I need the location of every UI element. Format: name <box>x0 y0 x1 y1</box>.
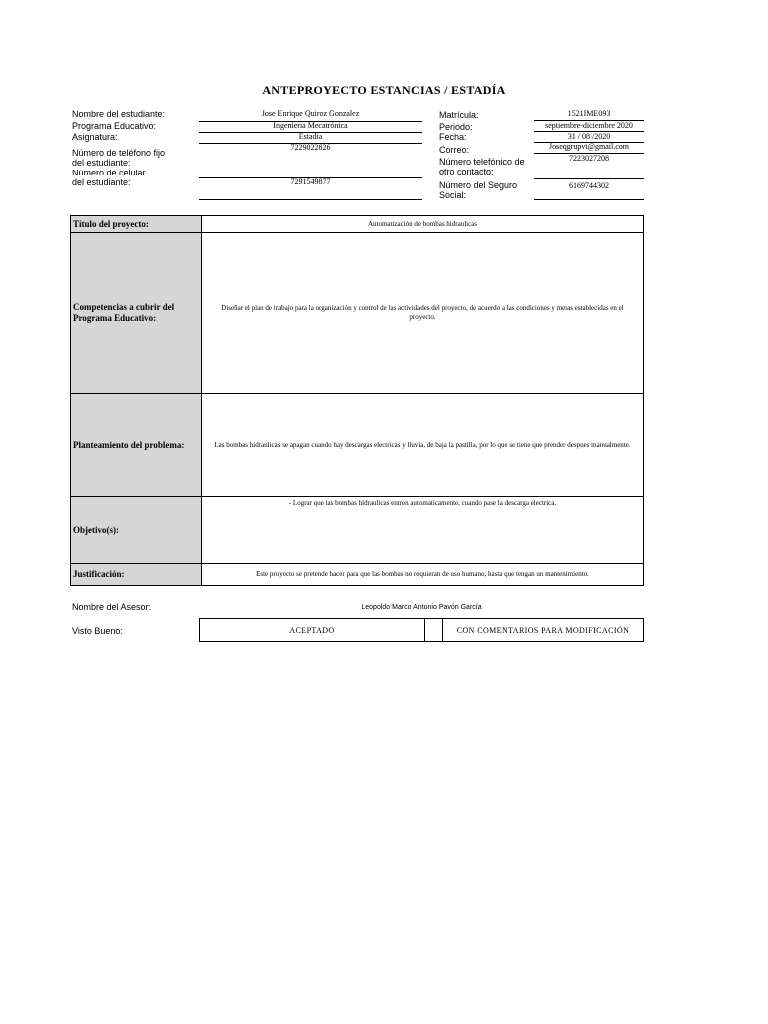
visto-bueno-label: Visto Bueno: <box>72 626 123 636</box>
justification-value: Este proyecto se pretende hacer para que las bombas no requieran de uso humano, hasta que tengan un mantenimiento. <box>202 564 644 586</box>
underline <box>534 199 644 200</box>
justification-label: Justificación: <box>71 564 202 586</box>
competencias-value: Diseñar el plan de trabajo para la organización y control de las actividades del proyecto, de acuerdo a las condiciones y metas establecidas en el proyecto. <box>202 233 644 394</box>
justification-row <box>71 564 644 586</box>
competencias-label: Competencias a cubrir del Programa Educativo: <box>71 233 202 394</box>
problem-row <box>71 394 644 497</box>
underline <box>199 199 422 200</box>
date-value: 31 / 08 /2020 <box>567 132 611 141</box>
nss-label-line2: Social: <box>439 190 467 200</box>
nss-label <box>439 180 517 200</box>
problem-value: Las bombas hidraulicas se apagan cuando hay descargas electricas y lluvia, de baja la pastilla, por lo que se tiene que prender despues manualmente. <box>202 394 644 497</box>
email-label: Correo: <box>439 145 470 155</box>
accepted-option[interactable]: ACEPTADO <box>200 619 425 642</box>
period-value: septiembre-diciembre 2020 <box>545 121 633 130</box>
objective-row <box>71 497 644 564</box>
nss-value: 6169744302 <box>569 181 609 190</box>
phone-label-line2: del estudiante: <box>72 158 131 168</box>
subject-label: Asignatura: <box>72 132 118 142</box>
project-title-label: Título del proyecto: <box>71 216 202 233</box>
other-phone-value: 7223027208 <box>569 154 609 163</box>
other-phone-label-line1: Número telefónico de <box>439 157 525 167</box>
nss-label-line1: Número del Seguro <box>439 180 518 190</box>
cell-value: 7291549877 <box>290 177 331 186</box>
other-phone-label-line2: otro contacto: <box>439 167 494 177</box>
cell-label-line2: del estudiante: <box>72 177 131 187</box>
email-value: Joseqgrupvt@gmail.com <box>548 142 630 151</box>
student-name-value: Jose Enrique Quiroz Gonzalez <box>261 109 360 118</box>
objective-value: - Lograr que las bombas hidraulicas entren automaticamente, cuando pase la descarga electrica. <box>202 497 644 564</box>
period-label: Periodo: <box>439 122 473 132</box>
date-label: Fecha: <box>439 132 467 142</box>
cell-label <box>72 170 146 190</box>
student-name-label: Nombre del estudiante: <box>72 109 166 119</box>
subject-value: Estadia <box>298 132 323 141</box>
other-phone-label <box>439 157 525 177</box>
phone-label <box>72 148 165 168</box>
matricula-value: 1521IME093 <box>567 109 611 118</box>
phone-label-line1: Número de teléfono fijo <box>72 148 166 158</box>
program-label: Programa Educativo: <box>72 121 157 131</box>
matricula-label: Matrícula: <box>439 110 479 120</box>
visto-bueno-table <box>199 618 644 642</box>
advisor-label: Nombre del Asesor: <box>72 602 152 612</box>
option-separator-cell <box>425 619 443 642</box>
objective-label: Objetivo(s): <box>71 497 202 564</box>
cell-label-line1: Número de celular <box>72 170 146 175</box>
document-title: ANTEPROYECTO ESTANCIAS / ESTADÍA <box>262 83 506 97</box>
program-value: Ingenieria Mecatrónica <box>273 121 348 130</box>
project-title-value: Automatización de bombas hidraulicas <box>202 216 644 233</box>
competencias-row <box>71 233 644 394</box>
underline <box>534 178 644 179</box>
problem-label: Planteamiento del problema: <box>71 394 202 497</box>
project-title-row <box>71 216 644 233</box>
advisor-value: Leopoldo Marco Antonio Pavón García <box>361 604 482 611</box>
project-table <box>70 215 644 586</box>
comments-option[interactable]: CON COMENTARIOS PARA MODIFICACIÓN <box>443 619 644 642</box>
phone-value: 7229022826 <box>290 143 331 152</box>
